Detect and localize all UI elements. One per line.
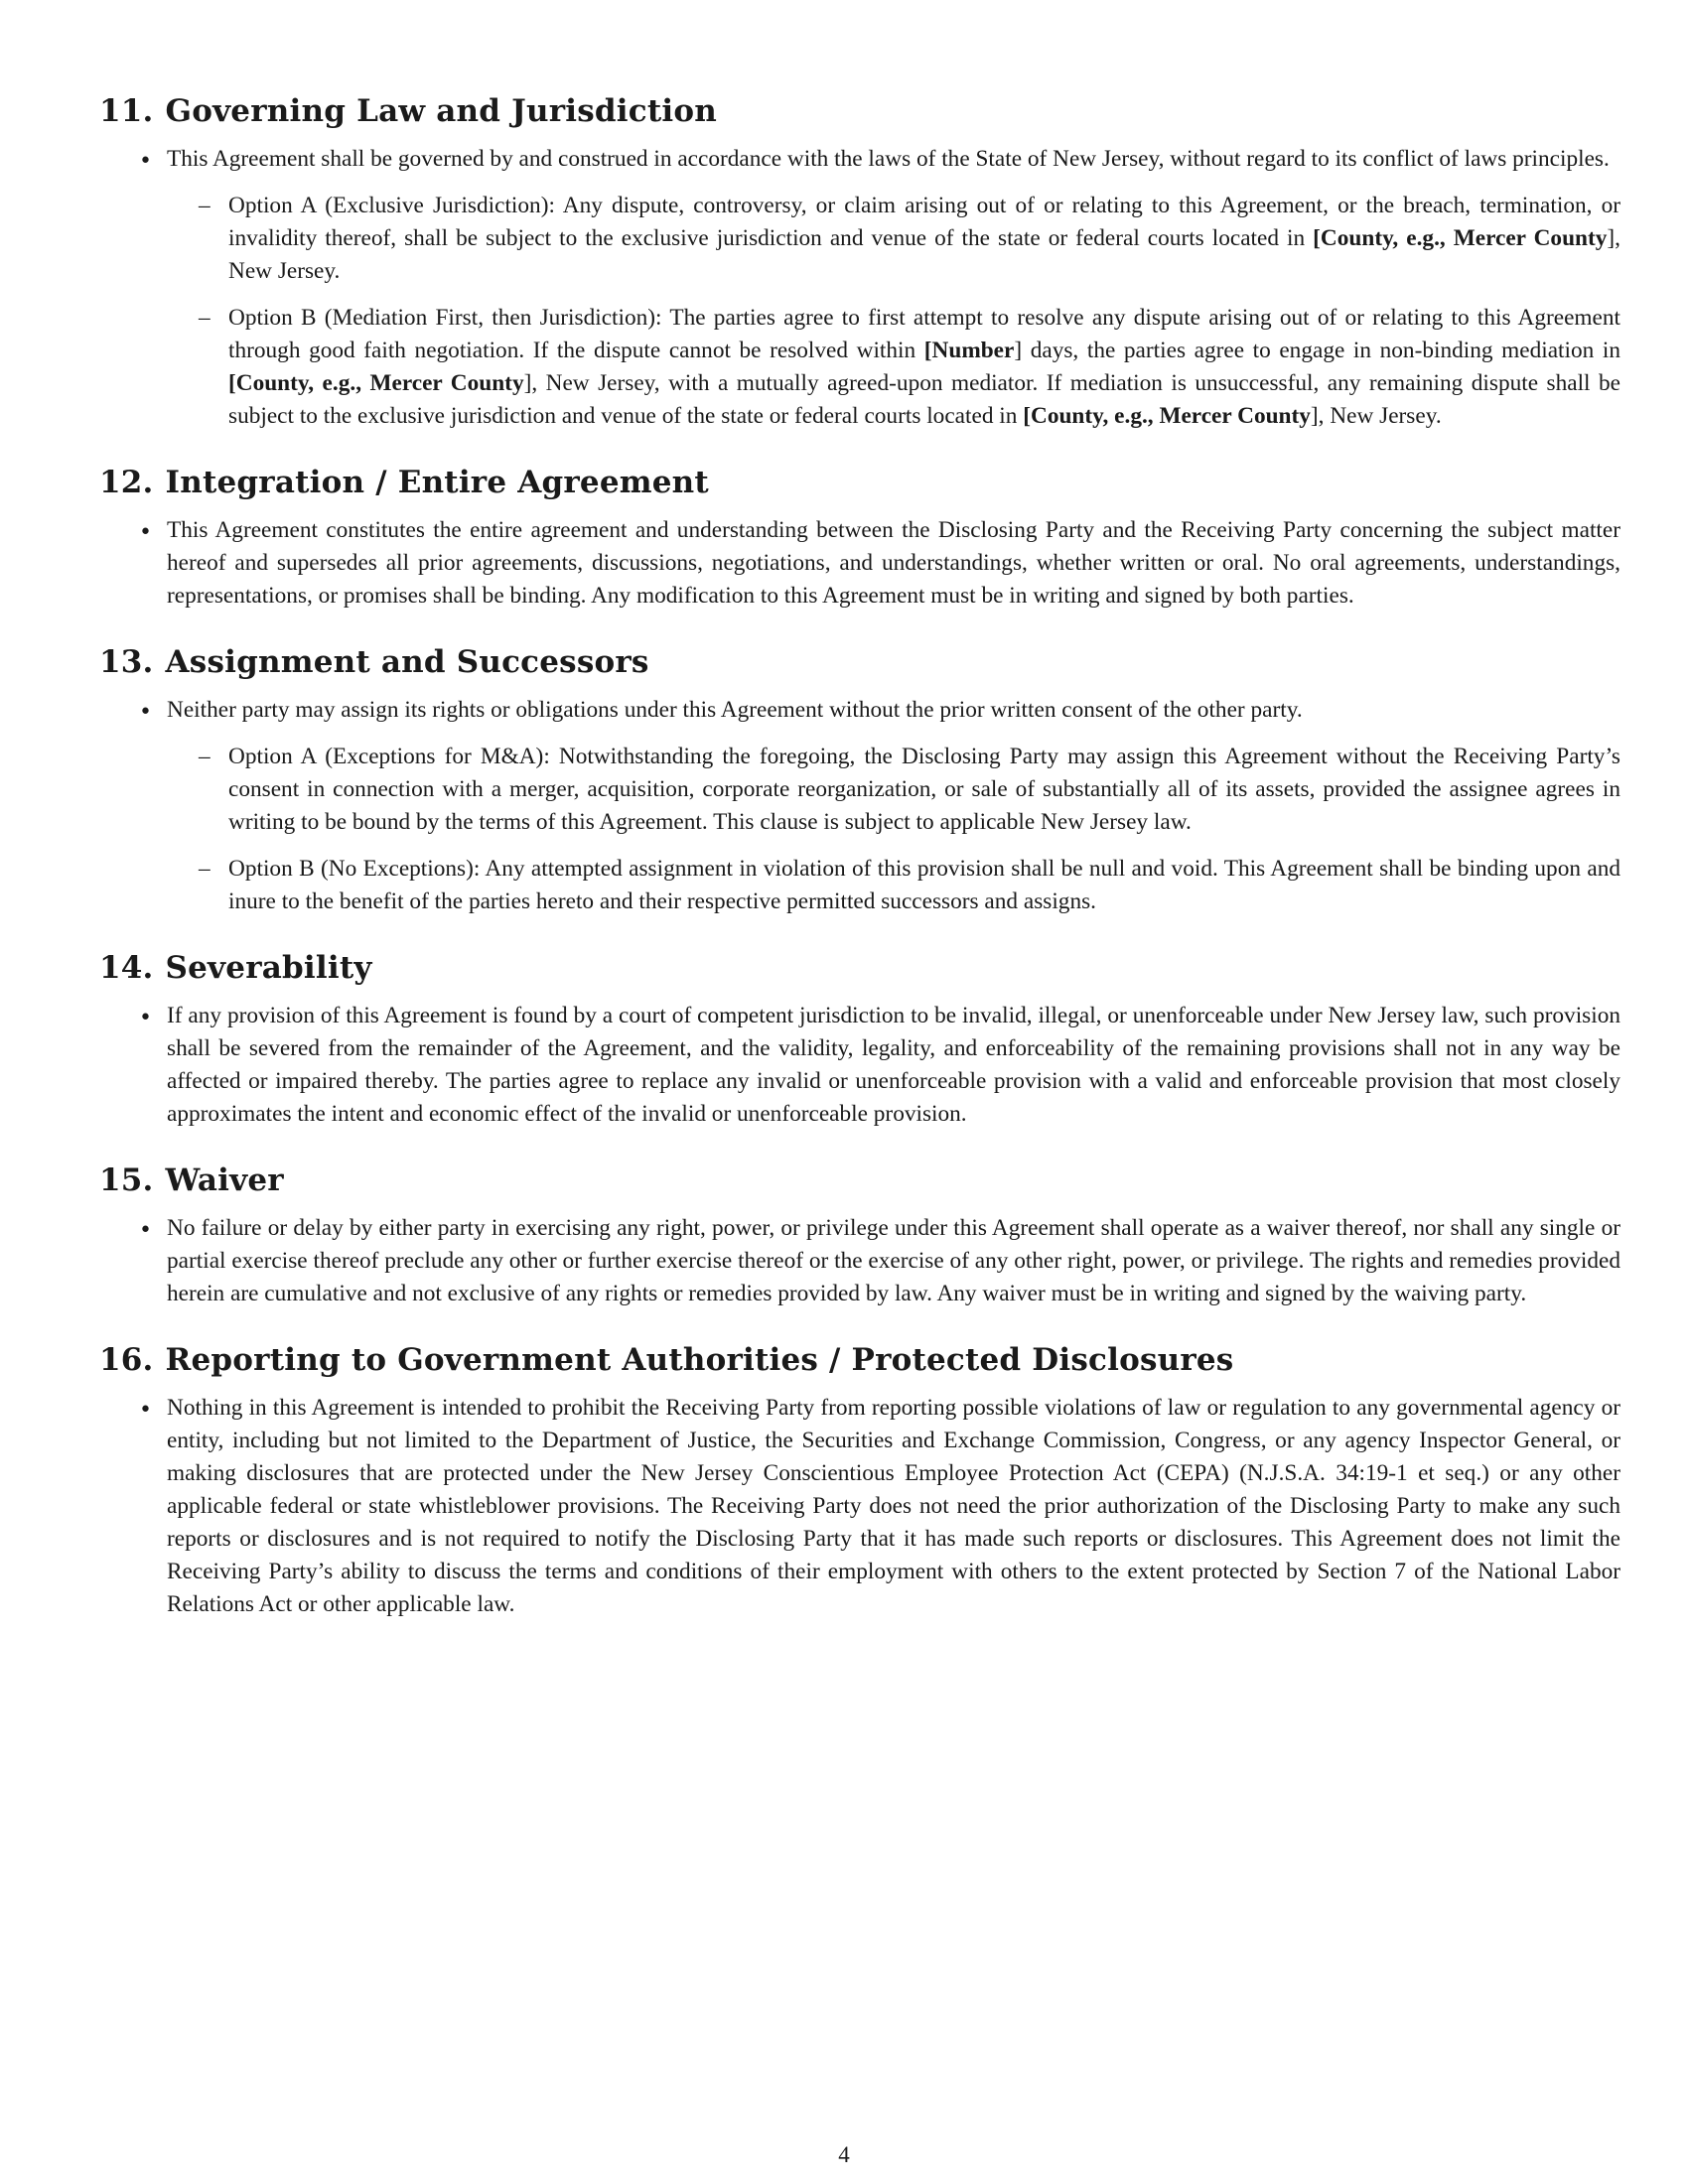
- section-title: Assignment and Successors: [165, 644, 649, 680]
- bullet-icon: •: [139, 1218, 152, 1243]
- section-heading: [99, 1340, 1589, 1380]
- bullet-text: If any provision of this Agreement is found by a court of competent jurisdiction to be invalid, illegal, or unenforceable under New Jersey law, such provision shall be severed from the remainder of the Agreement, and the validity, legality, and enforceability of the remaining provisions shall not in any way be affected or impaired thereby. The parties agree to replace any invalid or unenforceable provision with a valid and enforceable provision that most closely approximates the intent and economic effect of the invalid or unenforceable provision.: [167, 1003, 1620, 1127]
- option-a-item: [99, 741, 1620, 839]
- section-title: Waiver: [165, 1162, 284, 1198]
- bullet-icon: •: [139, 1398, 152, 1423]
- section-number: 16.: [99, 1342, 154, 1378]
- section-heading: [99, 948, 1589, 988]
- section-title: Integration / Entire Agreement: [165, 465, 709, 500]
- option-a-text: Option A (Exclusive Jurisdiction): Any dispute, controversy, or claim arising out of or relating to this Agreement, or the breach, termination, or invalidity thereof, shall be subject to the exclusive jurisdiction and venue of the state or federal courts located in [County, e.g., Mercer County], New Jersey.: [228, 193, 1620, 284]
- section-heading: [99, 642, 1589, 682]
- dash-icon: –: [199, 193, 211, 218]
- document-page: [99, 91, 1620, 1651]
- section-13: [99, 642, 1620, 918]
- section-11: [99, 91, 1620, 433]
- bullet-text: No failure or delay by either party in exercising any right, power, or privilege under this Agreement shall operate as a waiver thereof, nor shall any single or partial exercise thereof preclude any other or further exercise thereof or the exercise of any other right, power, or privilege. The rights and remedies provided herein are cumulative and not exclusive of any rights or remedies provided by law. Any waiver must be in writing and signed by the waiving party.: [167, 1215, 1620, 1306]
- bullet-item: [99, 1212, 1620, 1310]
- section-title: Governing Law and Jurisdiction: [165, 93, 717, 129]
- bullet-text: Nothing in this Agreement is intended to prohibit the Receiving Party from reporting possible violations of law or regulation to any governmental agency or entity, including but not limited to the Department of Justice, the Securities and Exchange Commission, Congress, or any agency Inspector General, or making disclosures that are protected under the New Jersey Conscientious Employee Protection Act (CEPA) (N.J.S.A. 34:19-1 et seq.) or any other applicable federal or state whistleblower provisions. The Receiving Party does not need the prior authorization of the Disclosing Party to make any such reports or disclosures and is not required to notify the Disclosing Party that it has made such reports or disclosures. This Agreement does not limit the Receiving Party’s ability to discuss the terms and conditions of their employment with others to the extent protected by Section 7 of the National Labor Relations Act or other applicable law.: [167, 1395, 1620, 1617]
- bullet-text: This Agreement shall be governed by and construed in accordance with the laws of the State of New Jersey, without regard to its conflict of laws principles.: [167, 146, 1610, 172]
- section-number: 14.: [99, 950, 154, 986]
- section-16: [99, 1340, 1620, 1621]
- bullet-text: This Agreement constitutes the entire agreement and understanding between the Disclosing Party and the Receiving Party concerning the subject matter hereof and supersedes all prior agreements, discussions, negotiations, and understandings, whether written or oral. No oral agreements, understandings, representations, or promises shall be binding. Any modification to this Agreement must be in writing and signed by both parties.: [167, 517, 1620, 609]
- bullet-icon: •: [139, 1006, 152, 1030]
- bullet-item: [99, 694, 1620, 727]
- dash-icon: –: [199, 305, 211, 331]
- section-15: [99, 1160, 1620, 1310]
- section-14: [99, 948, 1620, 1131]
- dash-icon: –: [199, 856, 211, 882]
- section-title: Severability: [165, 950, 372, 986]
- option-a-item: [99, 190, 1620, 288]
- bullet-icon: •: [139, 700, 152, 725]
- bullet-item: [99, 1392, 1620, 1621]
- bullet-item: [99, 143, 1620, 176]
- option-a-text: Option A (Exceptions for M&A): Notwithstanding the foregoing, the Disclosing Party may assign this Agreement without the Receiving Party’s consent in connection with a merger, acquisition, corporate reorganization, or sale of substantially all of its assets, provided the assignee agrees in writing to be bound by the terms of this Agreement. This clause is subject to applicable New Jersey law.: [228, 744, 1620, 835]
- section-number: 12.: [99, 465, 154, 500]
- option-b-text: Option B (Mediation First, then Jurisdiction): The parties agree to first attempt to resolve any dispute arising out of or relating to this Agreement through good faith negotiation. If the dispute cannot be resolved within [Number] days, the parties agree to engage in non-binding mediation in [County, e.g., Mercer County], New Jersey, with a mutually agreed-upon mediator. If mediation is unsuccessful, any remaining dispute shall be subject to the exclusive jurisdiction and venue of the state or federal courts located in [County, e.g., Mercer County], New Jersey.: [228, 305, 1620, 429]
- bullet-icon: •: [139, 520, 152, 545]
- section-heading: [99, 1160, 1589, 1200]
- bullet-item: [99, 514, 1620, 613]
- page-number: 4: [838, 2142, 850, 2167]
- section-heading: [99, 91, 1589, 131]
- section-number: 11.: [99, 93, 154, 129]
- option-b-item: [99, 302, 1620, 433]
- section-number: 15.: [99, 1162, 154, 1198]
- option-b-item: [99, 853, 1620, 918]
- section-title: Reporting to Government Authorities / Protected Disclosures: [165, 1342, 1234, 1378]
- bullet-text: Neither party may assign its rights or obligations under this Agreement without the prior written consent of the other party.: [167, 697, 1303, 723]
- section-number: 13.: [99, 644, 154, 680]
- section-heading: [99, 463, 1589, 502]
- option-b-text: Option B (No Exceptions): Any attempted assignment in violation of this provision shall be null and void. This Agreement shall be binding upon and inure to the benefit of the parties hereto and their respective permitted successors and assigns.: [228, 856, 1620, 914]
- section-12: [99, 463, 1620, 613]
- dash-icon: –: [199, 744, 211, 769]
- bullet-icon: •: [139, 149, 152, 174]
- bullet-item: [99, 1000, 1620, 1131]
